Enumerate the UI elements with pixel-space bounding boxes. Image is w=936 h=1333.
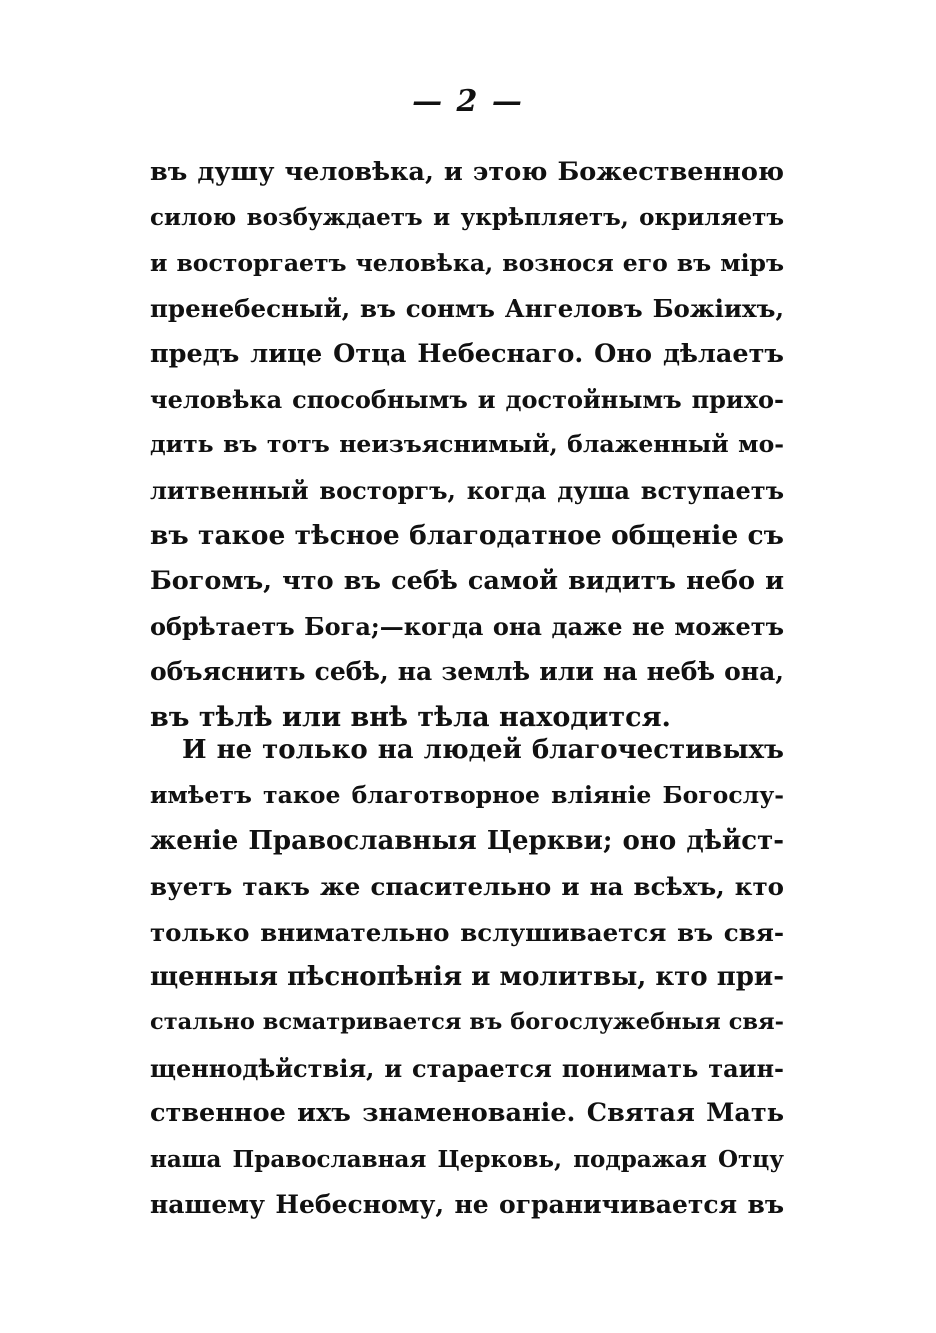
text-line: въ тѣлѣ или внѣ тѣла находится. (150, 701, 671, 733)
text-line: силою возбуждаетъ и укрѣпляетъ, окриляетъ (150, 204, 784, 232)
text-line: щенныя пѣснопѣнія и молитвы, кто при- (150, 961, 784, 992)
text-line: въ такое тѣсное благодатное общеніе съ (150, 520, 784, 552)
text-line: предъ лице Отца Небеснаго. Оно дѣлаетъ (150, 338, 784, 369)
text-line: женіе Православныя Церкви; оно дѣйст- (150, 825, 784, 856)
paragraph-2 (150, 728, 784, 1227)
text-line: объяснить себѣ, на землѣ или на небѣ она, (150, 657, 784, 687)
text-line: пренебесный, въ сонмъ Ангеловъ Божіихъ, (150, 294, 784, 324)
text-line: щеннодѣйствія, и старается понимать таин- (150, 1053, 784, 1083)
text-line: ственное ихъ знаменованіе. Святая Мать (150, 1098, 784, 1129)
text-line: человѣка способнымъ и достойнымъ прихо- (150, 384, 784, 414)
text-line: вуетъ такъ же спасительно и на всѣхъ, кто (150, 872, 784, 902)
text-line: имѣетъ такое благотворное вліяніе Богослу- (150, 781, 784, 810)
text-line: дить въ тотъ неизъяснимый, блаженный мо- (150, 430, 784, 459)
text-line: литвенный восторгъ, когда душа вступаетъ (150, 475, 784, 505)
text-line: въ душу человѣка, и этою Божественною (150, 157, 784, 187)
paragraph-1 (150, 150, 784, 740)
text-line: только внимательно вслушивается въ свя- (150, 917, 784, 947)
text-line: нашему Небесному, не ограничивается въ (150, 1189, 784, 1219)
text-line: и восторгаетъ человѣка, вознося его въ міръ (150, 248, 784, 277)
text-line: наша Православная Церковь, подражая Отцу (150, 1145, 784, 1173)
text-line: стально всматривается въ богослужебныя свя- (150, 1009, 784, 1036)
text-line: обрѣтаетъ Бога;—когда она даже не можетъ (150, 611, 784, 641)
text-line: Богомъ, что въ себѣ самой видитъ небо и (150, 565, 784, 596)
page-number: — 2 — (412, 84, 524, 119)
text-line: И не только на людей благочестивыхъ (182, 735, 784, 765)
